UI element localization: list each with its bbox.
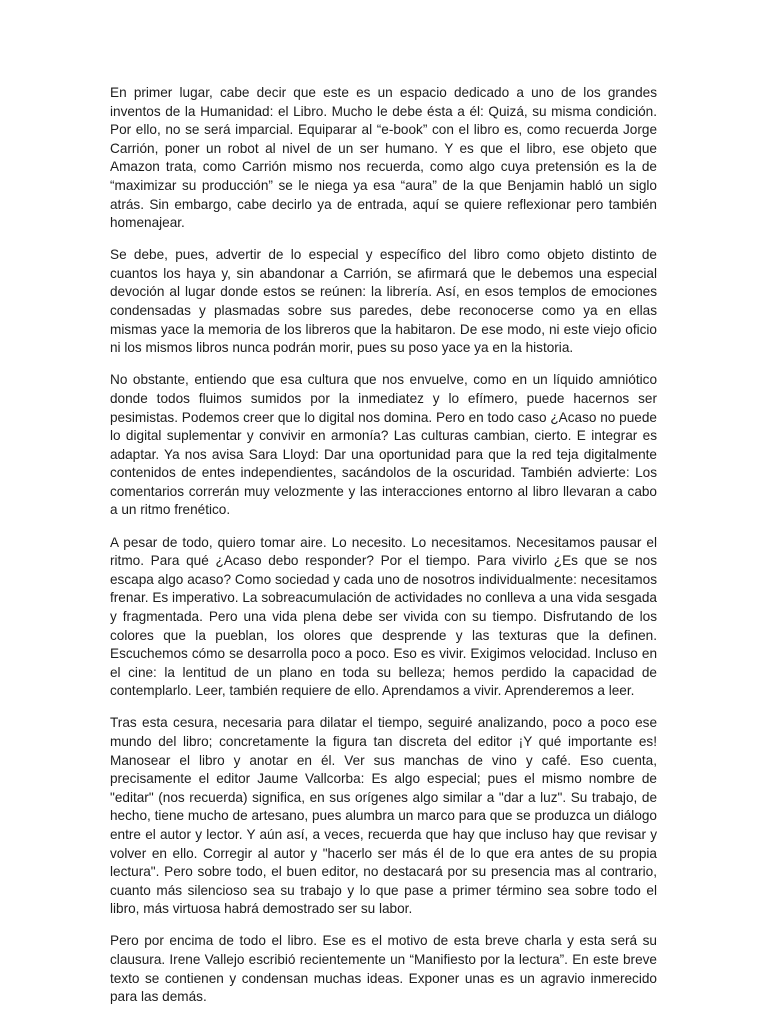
paragraph-6: Pero por encima de todo el libro. Ese es el motivo de esta breve charla y esta será su clausura. Irene Vallejo escribió recientemente un “Manifiesto por la lectura”. En este breve texto se contienen y condensan muchas ideas. Exponer unas es un agravio inmerecido para las demás.	[110, 933, 657, 1005]
paragraph-3: No obstante, entiendo que esa cultura que nos envuelve, como en un líquido amniótico donde todos fluimos sumidos por la inmediatez y lo efímero, puede hacernos ser pesimistas. Podemos creer que lo digital nos domina. Pero en todo caso ¿Acaso no puede lo digital suplementar y convivir en armonía? Las culturas cambian, cierto. E integrar es adaptar. Ya nos avisa Sara Lloyd: Dar una oportunidad para que la red teja digitalmente contenidos de entes independientes, sacándolos de la oscuridad. También advierte: Los comentarios correrán muy velozmente y las interacciones entorno al libro llevaran a cabo a un ritmo frenético.	[110, 372, 657, 518]
paragraph-4: A pesar de todo, quiero tomar aire. Lo necesito. Lo necesitamos. Necesitamos pausar el ritmo. Para qué ¿Acaso debo responder? Por el tiempo. Para vivirlo ¿Es que se nos escapa algo acaso? Como sociedad y cada uno de nosotros individualmente: necesitamos frenar. Es imperativo. La sobreacumulación de actividades no conlleva a una vida sesgada y fragmentada. Pero una vida plena debe ser vivida con su tiempo. Disfrutando de los colores que la pueblan, los olores que desprende y las texturas que la definen. Escuchemos cómo se desarrolla poco a poco. Eso es vivir. Exigimos velocidad. Incluso en el cine: la lentitud de un plano en toda su belleza; hemos perdido la capacidad de contemplarlo. Leer, también requiere de ello. Aprendamos a vivir. Aprenderemos a leer.	[110, 534, 657, 699]
paragraph-1: En primer lugar, cabe decir que este es un espacio dedicado a uno de los grandes inventos de la Humanidad: el Libro. Mucho le debe ésta a él: Quizá, su misma condición. Por ello, no se será imparcial. Equiparar al “e-book” con el libro es, como recuerda Jorge Carrión, poner un robot al nivel de un ser humano. Y es que el libro, ese objeto que Amazon trata, como Carrión mismo nos recuerda, como algo cuya pretensión es la de “maximizar su producción” se le niega ya esa “aura” de la que Benjamin habló un siglo atrás. Sin embargo, cabe decirlo ya de entrada, aquí se quiere reflexionar pero también homenajear.	[110, 85, 657, 231]
paragraph-5: Tras esta cesura, necesaria para dilatar el tiempo, seguiré analizando, poco a poco ese mundo del libro; concretamente la figura tan discreta del editor ¡Y qué importante es! Manosear el libro y anotar en él. Ver sus manchas de vino y café. Eso cuenta, precisamente el editor Jaume Vallcorba: Es algo especial; pues el mismo nombre de "editar" (nos recuerda) significa, en sus orígenes algo similar a "dar a luz". Su trabajo, de hecho, tiene mucho de artesano, pues alumbra un marco para que se produzca un diálogo entre el autor y lector. Y aún así, a veces, recuerda que hay que incluso hay que revisar y volver en ello. Corregir al autor y "hacerlo ser más él de lo que era antes de su propia lectura". Pero sobre todo, el buen editor, no destacará por su presencia mas al contrario, cuanto más silencioso sea su trabajo y lo que pase a primer término sea sobre todo el libro, más virtuosa habrá demostrado ser su labor.	[110, 715, 657, 917]
paragraph-2: Se debe, pues, advertir de lo especial y específico del libro como objeto distinto de cuantos los haya y, sin abandonar a Carrión, se afirmará que le debemos una especial devoción al lugar donde estos se reúnen: la librería. Así, en esos templos de emociones condensadas y plasmadas sobre sus paredes, debe reconocerse como ya en ellas mismas yace la memoria de los libreros que la habitaron. De ese modo, ni este viejo oficio ni los mismos libros nunca podrán morir, pues su poso yace ya en la historia.	[110, 247, 657, 356]
document-body	[110, 84, 657, 1020]
